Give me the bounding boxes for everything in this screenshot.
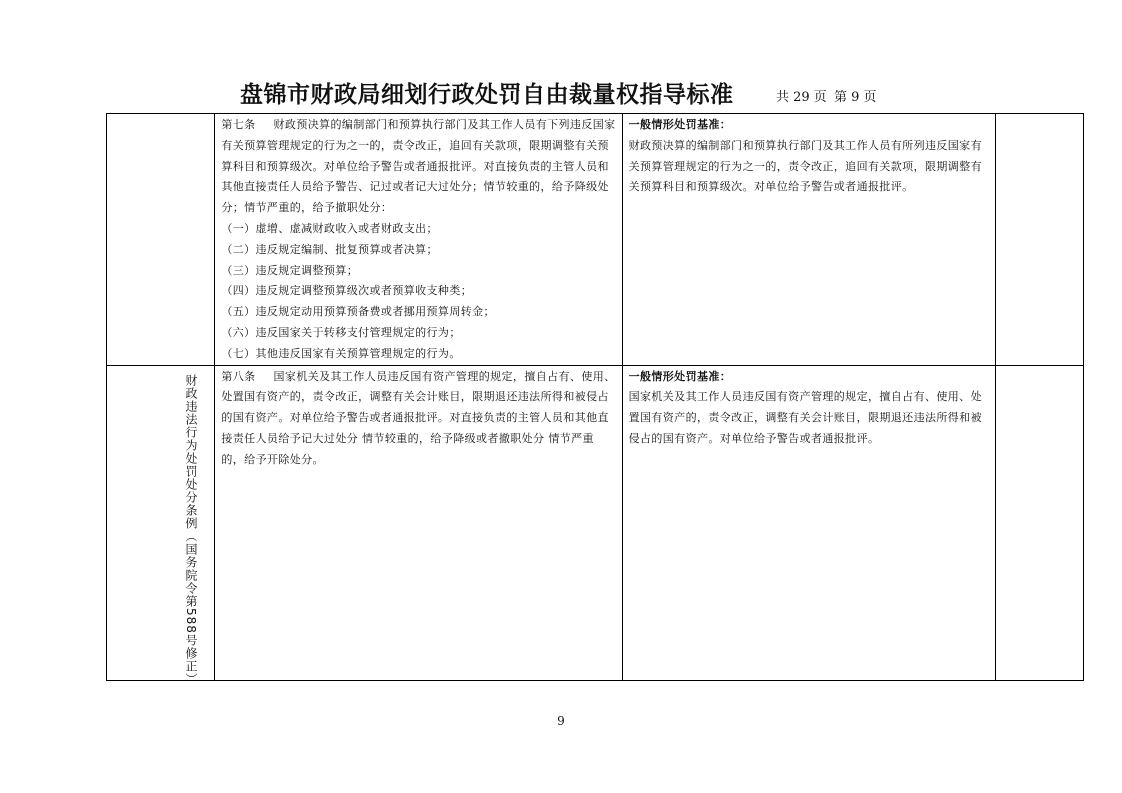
basis-title: 一般情形处罚基准： [628, 118, 732, 131]
article-text [221, 367, 615, 471]
total-pages: 共 29 页 [776, 90, 827, 105]
article-item: （二）违反规定编制、批复预算或者决算； [221, 242, 438, 256]
regulation-cell-top [107, 114, 215, 366]
document-header [0, 76, 1122, 110]
remarks-cell [995, 365, 1083, 680]
standards-table [106, 113, 1084, 686]
article-text [221, 115, 615, 219]
basis-text: 财政预决算的编制部门和预算执行部门及其工作人员有所列违反国家有关预算管理规定的行为之一的，责令改正，追回有关款项，限期调整有关预算科目和预算级次。对单位给予警告或者通报批评。 [628, 138, 982, 194]
current-page: 第 9 页 [833, 90, 877, 105]
article-number: 第八条 [221, 369, 256, 383]
article-item: （四）违反规定调整预算级次或者预算收支种类； [221, 284, 473, 298]
article-cell [215, 114, 622, 366]
article-cell [215, 365, 622, 680]
page-info [776, 86, 880, 105]
document-title: 盘锦市财政局细划行政处罚自由裁量权指导标准 [240, 82, 734, 108]
regulation-name: 财政违法行为处罚处分条例（国务院令第588号修正） [184, 373, 198, 686]
article-item: （六）违反国家关于转移支付管理规定的行为； [221, 325, 461, 339]
article-item: （三）违反规定调整预算； [221, 263, 359, 277]
page-number: 9 [557, 714, 565, 728]
article-intro: 财政预决算的编制部门和预算执行部门及其工作人员有下列违反国家有关预算管理规定的行为之一的，责令改正，追回有关款项，限期调整有关预算科目和预算级次。对单位给予警告或者通报批评。对直接负责的主管人员和其他直接责任人员给予警告、记过或者记大过处分；情节较重的，给予降级处分；情节严重的，给予撤职处分： [221, 118, 616, 215]
basis-cell [622, 114, 995, 366]
table-row [107, 365, 1084, 680]
article-intro: 国家机关及其工作人员违反国有资产管理的规定，擅自占有、使用、处置国有资产的，责令改正，调整有关会计账目，限期退还违法所得和被侵占的国有资产。对单位给予警告或者通报批评。对直接负责的主管人员和其他直接责任人员给予记大过处分 情节较重的，给予降级或者撤职处分 情节严重的，给予开除处分。 [221, 369, 616, 466]
basis-cell [622, 365, 995, 680]
basis-text: 国家机关及其工作人员违反国有资产管理的规定，擅自占有、使用、处置国有资产的，责令改正，调整有关会计账目，限期退还违法所得和被侵占的国有资产。对单位给予警告或者通报批评。 [628, 390, 982, 445]
table-row [107, 114, 1084, 366]
article-item: （一）虚增、虚减财政收入或者财政支出； [221, 221, 438, 235]
remarks-cell [995, 114, 1083, 366]
regulation-cell [107, 365, 215, 686]
article-item: （五）违反规定动用预算预备费或者挪用预算周转金； [221, 305, 495, 319]
article-number: 第七条 [221, 118, 256, 131]
article-item: （七）其他违反国家有关预算管理规定的行为。 [221, 346, 461, 360]
basis-title: 一般情形处罚基准： [628, 369, 732, 383]
